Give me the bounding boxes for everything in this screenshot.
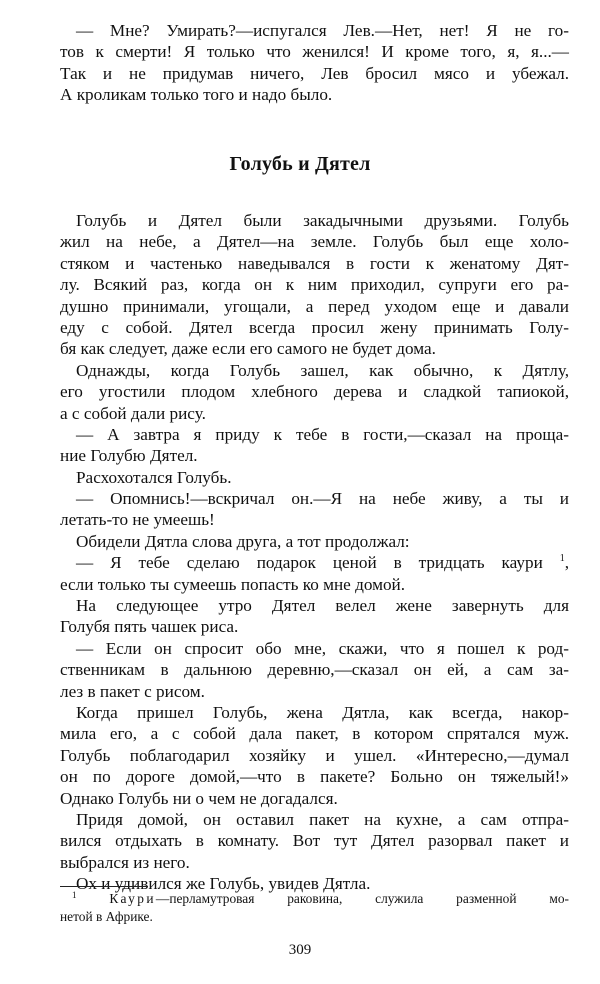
text-line: А кроликам только того и надо было.: [60, 85, 333, 105]
footnote-line: [60, 890, 569, 908]
text-line: Придя домой, он оставил пакет на кухне, а сам отпра-: [76, 809, 569, 829]
footnote-line: нетой в Африке.: [60, 909, 153, 924]
text-line: а с собой дали рису.: [60, 403, 206, 423]
text-line: выбрался из него.: [60, 852, 190, 872]
text-line: тов к смерти! Я только что женился! И кроме того, я, я...—: [60, 42, 569, 62]
text-line: мила его, а с собой дала пакет, в котором спрятался муж.: [60, 724, 569, 744]
page-number: 309: [288, 942, 312, 958]
footnote-definition: —перламутровая раковина, служила разменной мо-: [155, 891, 569, 906]
text-line: он по дороге домой,—что в пакете? Больно он тяжелый!»: [60, 767, 569, 787]
text-line: Голубь и Дятел были закадычными друзьями. Голубь: [76, 211, 569, 230]
text-line: его угостили плодом хлебного дерева и сладкой тапиокой,: [60, 382, 569, 402]
text-line: Голубь поблагодарил хозяйку и ушел. «Интересно,—думал: [60, 745, 569, 765]
text-line: Обидели Дятла слова друга, а тот продолжал:: [76, 531, 410, 551]
text-line: Однажды, когда Голубь зашел, как обычно, к Дятлу,: [76, 360, 569, 380]
text-line: — Мне? Умирать?—испугался Лев.—Нет, нет! Я не го-: [76, 21, 569, 40]
text-line: жил на небе, а Дятел—на земле. Голубь был еще холо-: [60, 232, 569, 252]
text-line: летать-то не умеешь!: [60, 510, 215, 530]
text-line: бя как следует, даже если его самого не будет дома.: [60, 339, 436, 359]
footnote-term: Каури: [109, 891, 156, 906]
text-line: Расхохотался Голубь.: [76, 467, 232, 487]
text-line: стяком и частенько наведывался в гости к женатому Дят-: [60, 253, 569, 273]
footnote-divider: [60, 886, 148, 887]
text-line: лу. Всякий раз, когда он к ним приходил, супруги его ра-: [60, 275, 569, 295]
text-line: — Если он спросит обо мне, скажи, что я пошел к род-: [76, 638, 569, 658]
text-line: Ох и удивился же Голубь, увидев Дятла.: [76, 874, 371, 894]
text-line: если только ты сумеешь попасть ко мне домой.: [60, 574, 406, 594]
footnote-mark: 1: [72, 890, 77, 900]
text-line: — А завтра я приду к тебе в гости,—сказал на проща-: [76, 424, 569, 444]
footnote-reference: 1: [559, 553, 565, 565]
text-line: Так и не придумав ничего, Лев бросил мясо и убежал.: [60, 63, 569, 83]
text-line: еду с собой. Дятел всегда просил жену принимать Голу-: [60, 317, 569, 337]
footnote: [60, 890, 569, 926]
text-fragment: — Я тебе сделаю подарок ценой в тридцать каури: [76, 553, 543, 573]
text-line: Когда пришел Голубь, жена Дятла, как всегда, накор-: [76, 702, 569, 722]
text-line: — Я тебе сделаю подарок ценой в тридцать каури $^1$,: [76, 553, 569, 573]
story-title: Голубь и Дятел: [229, 153, 371, 175]
text-line: вился отдыхать в комнату. Вот тут Дятел разорвал пакет и: [60, 831, 569, 851]
text-line: Голубя пять чашек риса.: [60, 617, 239, 637]
text-line: Однако Голубь ни о чем не догадался.: [60, 788, 338, 808]
text-line: душно принимали, угощали, а перед уходом еще и давали: [60, 296, 569, 316]
text-line: ние Голубю Дятел.: [60, 446, 198, 466]
text-line: На следующее утро Дятел велел жене завернуть для: [76, 596, 569, 616]
text-line: — Опомнись!—вскричал он.—Я на небе живу, а ты и: [76, 489, 569, 509]
intro-text: [60, 20, 569, 106]
text-line: ственникам в дальнюю деревню,—сказал он ей, а сам за-: [60, 660, 569, 680]
text-line: лез в пакет с рисом.: [60, 681, 205, 701]
story-text: [60, 210, 569, 895]
